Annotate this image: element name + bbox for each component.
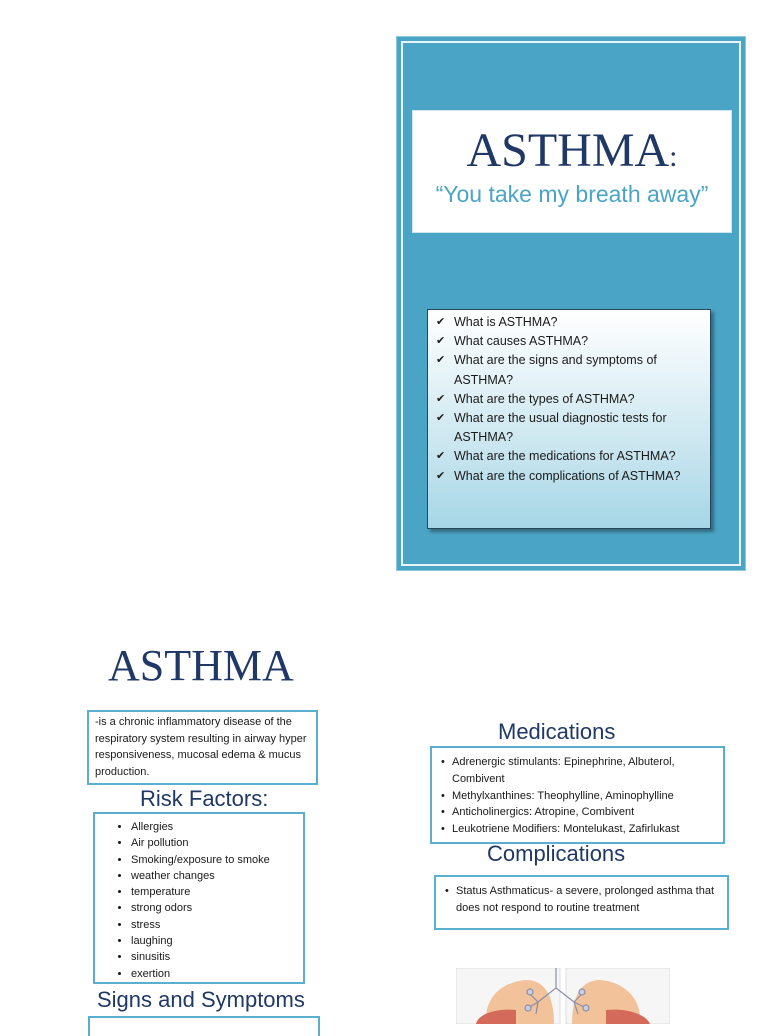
cover-panel	[397, 37, 745, 570]
list-item: • stress	[131, 917, 303, 933]
question-text: What is ASTHMA?	[454, 315, 558, 329]
question-item	[436, 332, 704, 351]
question-item	[436, 467, 704, 486]
cover-subtitle: “You take my breath away”	[435, 181, 709, 207]
checkmark-icon: ✔	[436, 392, 446, 405]
list-item: • Anticholinergics: Atropine, Combivent	[452, 804, 719, 821]
list-item: • Status Asthmaticus- a severe, prolonged asthma that does not respond to routine treatment	[456, 883, 723, 917]
question-text: What are the medications for ASTHMA?	[454, 449, 676, 464]
cover-title-text: ASTHMA	[466, 124, 670, 177]
list-item: • strong odors	[131, 900, 303, 916]
list-item: • Adrenergic stimulants: Epinephrine, Albuterol, Combivent	[452, 754, 719, 788]
question-item	[436, 447, 704, 466]
list-item: • weather changes	[131, 868, 303, 884]
list-item: • Leukotriene Modifiers: Montelukast, Zafirlukast	[452, 821, 719, 838]
medications-list	[432, 748, 723, 838]
risk-factors-box	[93, 812, 305, 984]
question-item	[436, 351, 704, 389]
questions-box	[427, 309, 711, 529]
list-item: • Allergies	[131, 819, 303, 835]
list-item: • Air pollution	[131, 835, 303, 851]
complications-box	[434, 875, 729, 930]
signs-symptoms-heading: Signs and Symptoms	[97, 987, 305, 1012]
definition-box: -is a chronic inflammatory disease of the respiratory system resulting in airway hyper responsiveness, mucosal edema & mucus production.	[87, 710, 318, 785]
main-title: ASTHMA	[108, 641, 294, 690]
lungs-icon	[456, 968, 670, 1024]
question-text: What are the signs and symptoms of ASTHMA?	[454, 353, 657, 387]
checkmark-icon: ✔	[436, 412, 446, 425]
question-text: What are the types of ASTHMA?	[454, 391, 635, 406]
question-text: What are the complications of ASTHMA?	[454, 468, 681, 483]
question-text: What are the usual diagnostic tests for ASTHMA?	[454, 411, 667, 445]
checkmark-icon: ✔	[436, 354, 446, 367]
checkmark-icon: ✔	[436, 469, 446, 482]
list-item: • sinusitis	[131, 949, 303, 965]
checkmark-icon: ✔	[436, 316, 446, 328]
cover-title	[413, 123, 731, 178]
questions-list	[428, 310, 710, 486]
medications-heading: Medications	[498, 719, 616, 744]
checkmark-icon: ✔	[436, 450, 446, 463]
list-item: • exertion	[131, 966, 303, 982]
list-item: • Smoking/exposure to smoke	[131, 852, 303, 868]
question-item	[436, 313, 704, 332]
question-item	[436, 409, 704, 447]
title-box	[412, 110, 732, 233]
cover-title-colon: :	[669, 140, 678, 173]
lungs-illustration	[456, 968, 670, 1024]
risk-factors-list	[95, 814, 303, 982]
signs-symptoms-box	[88, 1016, 320, 1036]
list-item: • temperature	[131, 884, 303, 900]
complications-list	[436, 877, 727, 917]
question-text: What causes ASTHMA?	[454, 334, 589, 349]
complications-heading: Complications	[487, 841, 626, 866]
risk-factors-heading: Risk Factors:	[140, 786, 269, 811]
list-item: • laughing	[131, 933, 303, 949]
checkmark-icon: ✔	[436, 335, 446, 348]
medications-box	[430, 746, 725, 844]
question-item	[436, 390, 704, 409]
list-item: • Methylxanthines: Theophylline, Aminophylline	[452, 788, 719, 805]
